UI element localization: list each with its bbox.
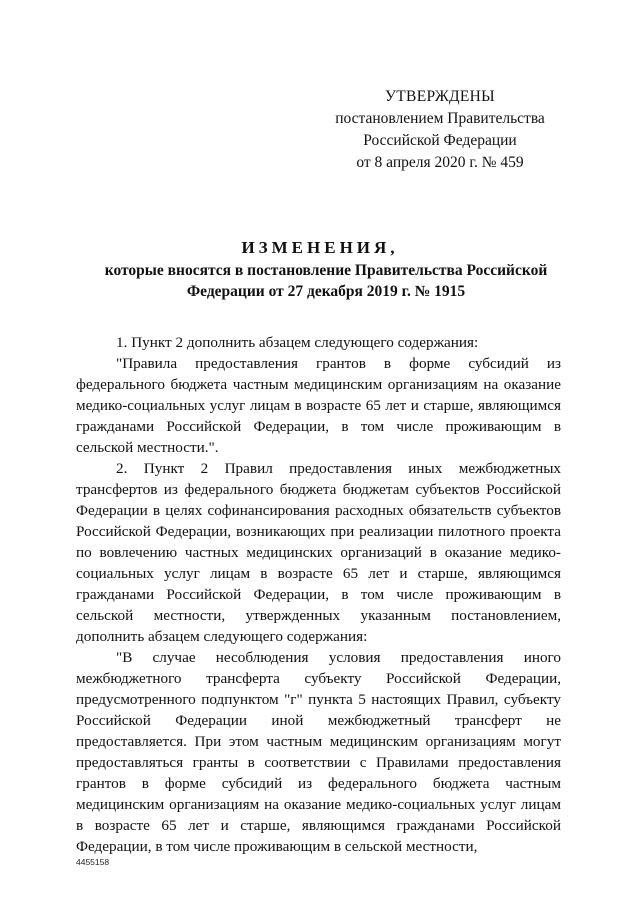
document-body [76,332,561,857]
approval-heading: УТВЕРЖДЕНЫ [385,88,495,105]
paragraph-4: "В случае несоблюдения условия предоставления иного межбюджетного трансферта субъекту Российской Федерации, предусмотренного подпунктом "г" пункта 5 настоящих Правил, субъекту Российской Федерации иной межбюджетный трансферт не предоставляется. При этом частным медицинским организациям могут предоставляться гранты в соответствии с Правилами предоставления грантов в форме субсидий из федерального бюджета частным медицинским организациям на оказание медико-социальных услуг лицам в возрасте 65 лет и старше, являющимся гражданами Российской Федерации, в том числе проживающим в сельской местности, [76,649,561,855]
approval-line-2: Российской Федерации [363,132,517,149]
paragraph-3: 2. Пункт 2 Правил предоставления иных межбюджетных трансфертов из федерального бюджета бюджетам субъектов Российской Федерации в целях софинансирования расходных обязательств субъектов Российской Федерации, возникающих при реализации пилотного проекта по вовлечению частных медицинских организаций в оказание медико-социальных услуг лицам в возрасте 65 лет и старше, являющимся гражданами Российской Федерации, в том числе проживающим в сельской местности, утвержденных указанным постановлением, дополнить абзацем следующего содержания: [76,460,561,645]
paragraph-2: "Правила предоставления грантов в форме субсидий из федерального бюджета частным медицинским организациям на оказание медико-социальных услуг лицам в возрасте 65 лет и старше, являющимся гражданами Российской Федерации, в том числе проживающим в сельской местности.". [76,355,561,456]
paragraph-1: 1. Пункт 2 дополнить абзацем следующего содержания: [116,334,479,351]
approval-line-3: от 8 апреля 2020 г. № 459 [356,154,524,171]
approval-line-1: постановлением Правительства [335,110,545,127]
footer-document-code: 4455158 [76,857,110,867]
approval-block [330,86,550,174]
document-subtitle: которые вносятся в постановление Правительства Российской Федерации от 27 декабря 2019 г. № 1915 [104,262,548,300]
document-title: ИЗМЕНЕНИЯ, [241,238,399,257]
